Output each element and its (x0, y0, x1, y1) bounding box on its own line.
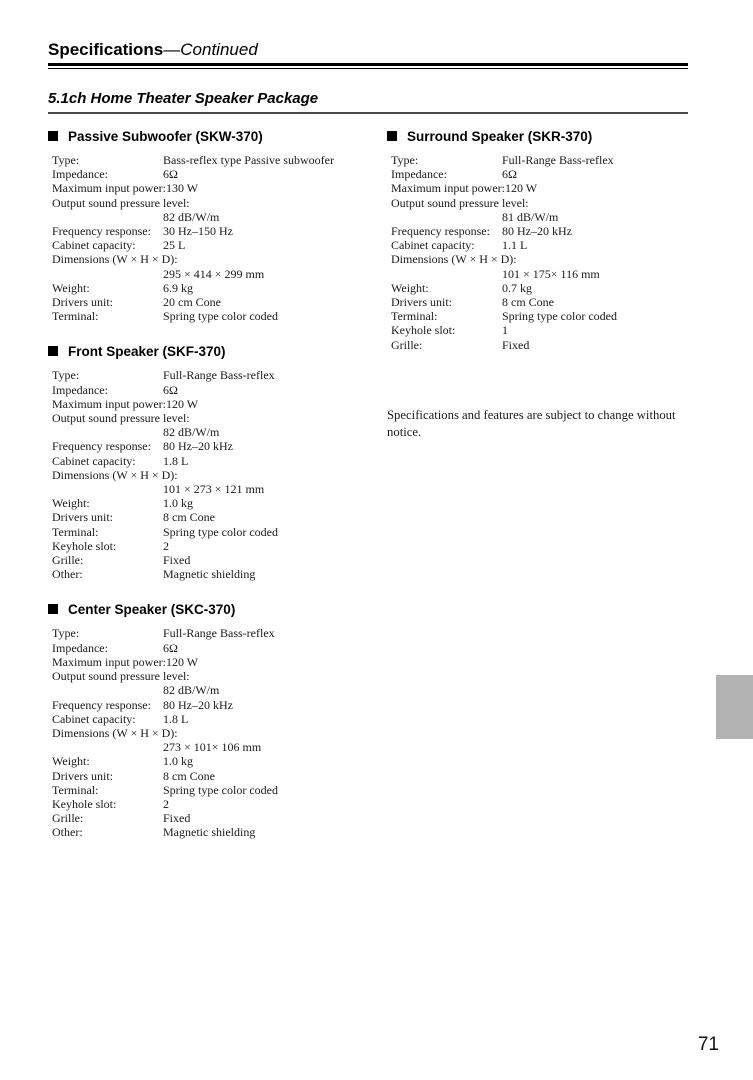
square-bullet-icon (48, 604, 58, 614)
spec-row (48, 181, 387, 195)
spec-row (48, 726, 387, 740)
spec-label: Keyhole slot: (52, 538, 117, 553)
spec-label: Other: (52, 825, 83, 840)
spec-label: Type: (52, 626, 80, 641)
spec-value: 101 × 175× 116 mm (502, 266, 600, 281)
spec-label: Terminal: (391, 309, 438, 324)
left-column (48, 129, 387, 840)
spec-row (48, 482, 387, 496)
spec-value: 1 (502, 323, 508, 338)
spec-label: Maximum input power: (52, 654, 166, 669)
spec-row (387, 224, 699, 238)
spec-row (48, 238, 387, 252)
spec-row (48, 454, 387, 468)
spec-label: Terminal: (52, 524, 99, 539)
spec-row (387, 153, 699, 167)
spec-value: 1.8 L (163, 711, 189, 726)
spec-label: Grille: (52, 811, 84, 826)
spec-label: Maximum input power: (391, 181, 505, 196)
spec-value: 6Ω (502, 167, 517, 182)
spec-value: 120 W (166, 654, 199, 669)
spec-columns (48, 129, 688, 840)
spec-value: Spring type color coded (163, 782, 278, 797)
spec-row (48, 539, 387, 553)
spec-value: 120 W (166, 396, 199, 411)
spec-label: Maximum input power: (52, 396, 166, 411)
spec-value: 80 Hz–20 kHz (502, 224, 572, 239)
spec-label: Dimensions (W × H × D): (391, 252, 517, 267)
spec-row (48, 439, 387, 453)
spec-value: 80 Hz–20 kHz (163, 439, 233, 454)
spec-value: 6Ω (163, 167, 178, 182)
spec-value: 82 dB/W/m (163, 209, 220, 224)
spec-label: Grille: (391, 337, 423, 352)
spec-value: 6.9 kg (163, 280, 193, 295)
spec-value: Magnetic shielding (163, 825, 256, 840)
spec-row (48, 167, 387, 181)
spec-value: 6Ω (163, 382, 178, 397)
spec-label: Frequency response: (52, 697, 151, 712)
spec-row (48, 740, 387, 754)
spec-row (48, 655, 387, 669)
spec-value: Magnetic shielding (163, 567, 256, 582)
speaker-spec-block (387, 129, 699, 352)
spec-row (48, 397, 387, 411)
spec-value: 8 cm Cone (163, 510, 215, 525)
speaker-spec-block (48, 129, 387, 323)
spec-label: Drivers unit: (52, 768, 113, 783)
spec-row (387, 167, 699, 181)
page-number: 71 (697, 1034, 719, 1055)
spec-row (48, 567, 387, 581)
speaker-heading (48, 129, 387, 145)
page-content (48, 0, 688, 840)
spec-value: Bass-reflex type Passive subwoofer (163, 153, 334, 167)
spec-value: 20 cm Cone (163, 295, 221, 310)
spec-row (48, 468, 387, 482)
spec-value: 30 Hz–150 Hz (163, 224, 233, 239)
spec-value: 8 cm Cone (163, 768, 215, 783)
speaker-heading-label: Center Speaker (SKC-370) (68, 602, 236, 618)
spec-value: 2 (163, 796, 169, 811)
speaker-spec-block (48, 602, 387, 839)
spec-label: Grille: (52, 553, 84, 568)
spec-label: Dimensions (W × H × D): (52, 725, 178, 740)
spec-row (48, 825, 387, 839)
spec-rows (48, 153, 387, 323)
spec-row (48, 712, 387, 726)
spec-label: Weight: (52, 280, 90, 295)
spec-row (48, 267, 387, 281)
spec-value: 1.1 L (502, 238, 528, 253)
spec-row (48, 411, 387, 425)
spec-row (387, 181, 699, 195)
spec-label: Weight: (52, 754, 90, 769)
spec-value: 130 W (166, 181, 199, 196)
spec-label: Keyhole slot: (52, 796, 117, 811)
spec-row (48, 425, 387, 439)
spec-value: 82 dB/W/m (163, 683, 220, 698)
spec-label: Drivers unit: (52, 510, 113, 525)
spec-label: Frequency response: (391, 224, 490, 239)
spec-row (48, 196, 387, 210)
spec-label: Impedance: (52, 167, 108, 182)
spec-label: Type: (52, 368, 80, 383)
spec-label: Terminal: (52, 309, 99, 324)
spec-label: Terminal: (52, 782, 99, 797)
spec-row (48, 368, 387, 382)
spec-row (48, 309, 387, 323)
spec-row (387, 252, 699, 266)
change-notice-text: Specifications and features are subject to change without notice. (387, 407, 676, 439)
spec-row (48, 683, 387, 697)
spec-value: 101 × 273 × 121 mm (163, 482, 265, 497)
spec-value: 0.7 kg (502, 280, 532, 295)
spec-label: Keyhole slot: (391, 323, 456, 338)
spec-value: 295 × 414 × 299 mm (163, 266, 265, 281)
spec-label: Cabinet capacity: (391, 238, 475, 253)
speaker-spec-block (48, 344, 387, 581)
spec-row (48, 669, 387, 683)
spec-row (387, 295, 699, 309)
right-column (387, 129, 699, 441)
section-rule (48, 112, 688, 114)
spec-label: Type: (391, 153, 419, 167)
spec-label: Frequency response: (52, 439, 151, 454)
spec-value: Fixed (163, 811, 191, 826)
spec-row (48, 525, 387, 539)
spec-label: Cabinet capacity: (52, 238, 136, 253)
spec-row (387, 210, 699, 224)
spec-row (48, 797, 387, 811)
spec-label: Impedance: (391, 167, 447, 182)
spec-value: 6Ω (163, 640, 178, 655)
spec-value: 120 W (505, 181, 538, 196)
spec-row (387, 309, 699, 323)
spec-row (48, 496, 387, 510)
header-title: Specifications (48, 40, 164, 59)
spec-label: Type: (52, 153, 80, 167)
spec-value: 8 cm Cone (502, 295, 554, 310)
spec-value: Spring type color coded (502, 309, 617, 324)
spec-label: Dimensions (W × H × D): (52, 467, 178, 482)
spec-rows (48, 368, 387, 581)
spec-row (48, 811, 387, 825)
spec-label: Drivers unit: (391, 295, 452, 310)
spec-rows (387, 153, 699, 352)
speaker-heading (387, 129, 699, 145)
spec-row (48, 153, 387, 167)
spec-row (387, 267, 699, 281)
spec-label: Output sound pressure level: (391, 195, 529, 210)
spec-row (387, 338, 699, 352)
spec-row (48, 698, 387, 712)
page-header (48, 41, 688, 59)
spec-row (48, 281, 387, 295)
spec-label: Output sound pressure level: (52, 195, 190, 210)
page-edge-tab (716, 675, 753, 739)
speaker-heading (48, 344, 387, 360)
spec-label: Impedance: (52, 640, 108, 655)
square-bullet-icon (48, 131, 58, 141)
spec-value: 1.0 kg (163, 496, 193, 511)
square-bullet-icon (48, 346, 58, 356)
spec-value: Full-Range Bass-reflex (163, 368, 275, 383)
spec-row (387, 238, 699, 252)
spec-value: 2 (163, 538, 169, 553)
spec-label: Output sound pressure level: (52, 669, 190, 684)
spec-value: Spring type color coded (163, 524, 278, 539)
header-continued: —Continued (163, 40, 258, 59)
spec-row (48, 252, 387, 266)
header-rule (48, 63, 688, 69)
spec-row (48, 769, 387, 783)
spec-value: 80 Hz–20 kHz (163, 697, 233, 712)
spec-row (48, 626, 387, 640)
spec-label: Weight: (52, 496, 90, 511)
spec-label: Maximum input power: (52, 181, 166, 196)
spec-row (387, 323, 699, 337)
spec-label: Output sound pressure level: (52, 411, 190, 426)
speaker-heading-label: Front Speaker (SKF-370) (68, 344, 226, 360)
spec-value: Full-Range Bass-reflex (502, 153, 614, 167)
spec-value: 273 × 101× 106 mm (163, 740, 262, 755)
spec-value: 1.0 kg (163, 754, 193, 769)
spec-value: Full-Range Bass-reflex (163, 626, 275, 641)
speaker-heading (48, 602, 387, 618)
spec-value: Fixed (502, 337, 530, 352)
spec-row (48, 383, 387, 397)
spec-label: Weight: (391, 280, 429, 295)
speaker-heading-label: Passive Subwoofer (SKW-370) (68, 129, 263, 144)
spec-row (387, 196, 699, 210)
spec-value: 81 dB/W/m (502, 209, 559, 224)
spec-value: 25 L (163, 238, 186, 253)
spec-label: Cabinet capacity: (52, 711, 136, 726)
spec-label: Frequency response: (52, 224, 151, 239)
spec-row (48, 510, 387, 524)
spec-value: Spring type color coded (163, 309, 278, 324)
speaker-heading-label: Surround Speaker (SKR-370) (407, 129, 593, 144)
spec-row (48, 295, 387, 309)
spec-value: Fixed (163, 553, 191, 568)
spec-rows (48, 626, 387, 839)
spec-value: 82 dB/W/m (163, 425, 220, 440)
section-title: 5.1ch Home Theater Speaker Package (48, 90, 319, 107)
spec-row (387, 281, 699, 295)
spec-row (48, 553, 387, 567)
spec-value: 1.8 L (163, 453, 189, 468)
spec-label: Cabinet capacity: (52, 453, 136, 468)
spec-row (48, 783, 387, 797)
spec-row (48, 210, 387, 224)
spec-row (48, 641, 387, 655)
spec-label: Other: (52, 567, 83, 582)
spec-label: Drivers unit: (52, 295, 113, 310)
spec-label: Impedance: (52, 382, 108, 397)
spec-row (48, 754, 387, 768)
spec-label: Dimensions (W × H × D): (52, 252, 178, 267)
square-bullet-icon (387, 131, 397, 141)
spec-row (48, 224, 387, 238)
